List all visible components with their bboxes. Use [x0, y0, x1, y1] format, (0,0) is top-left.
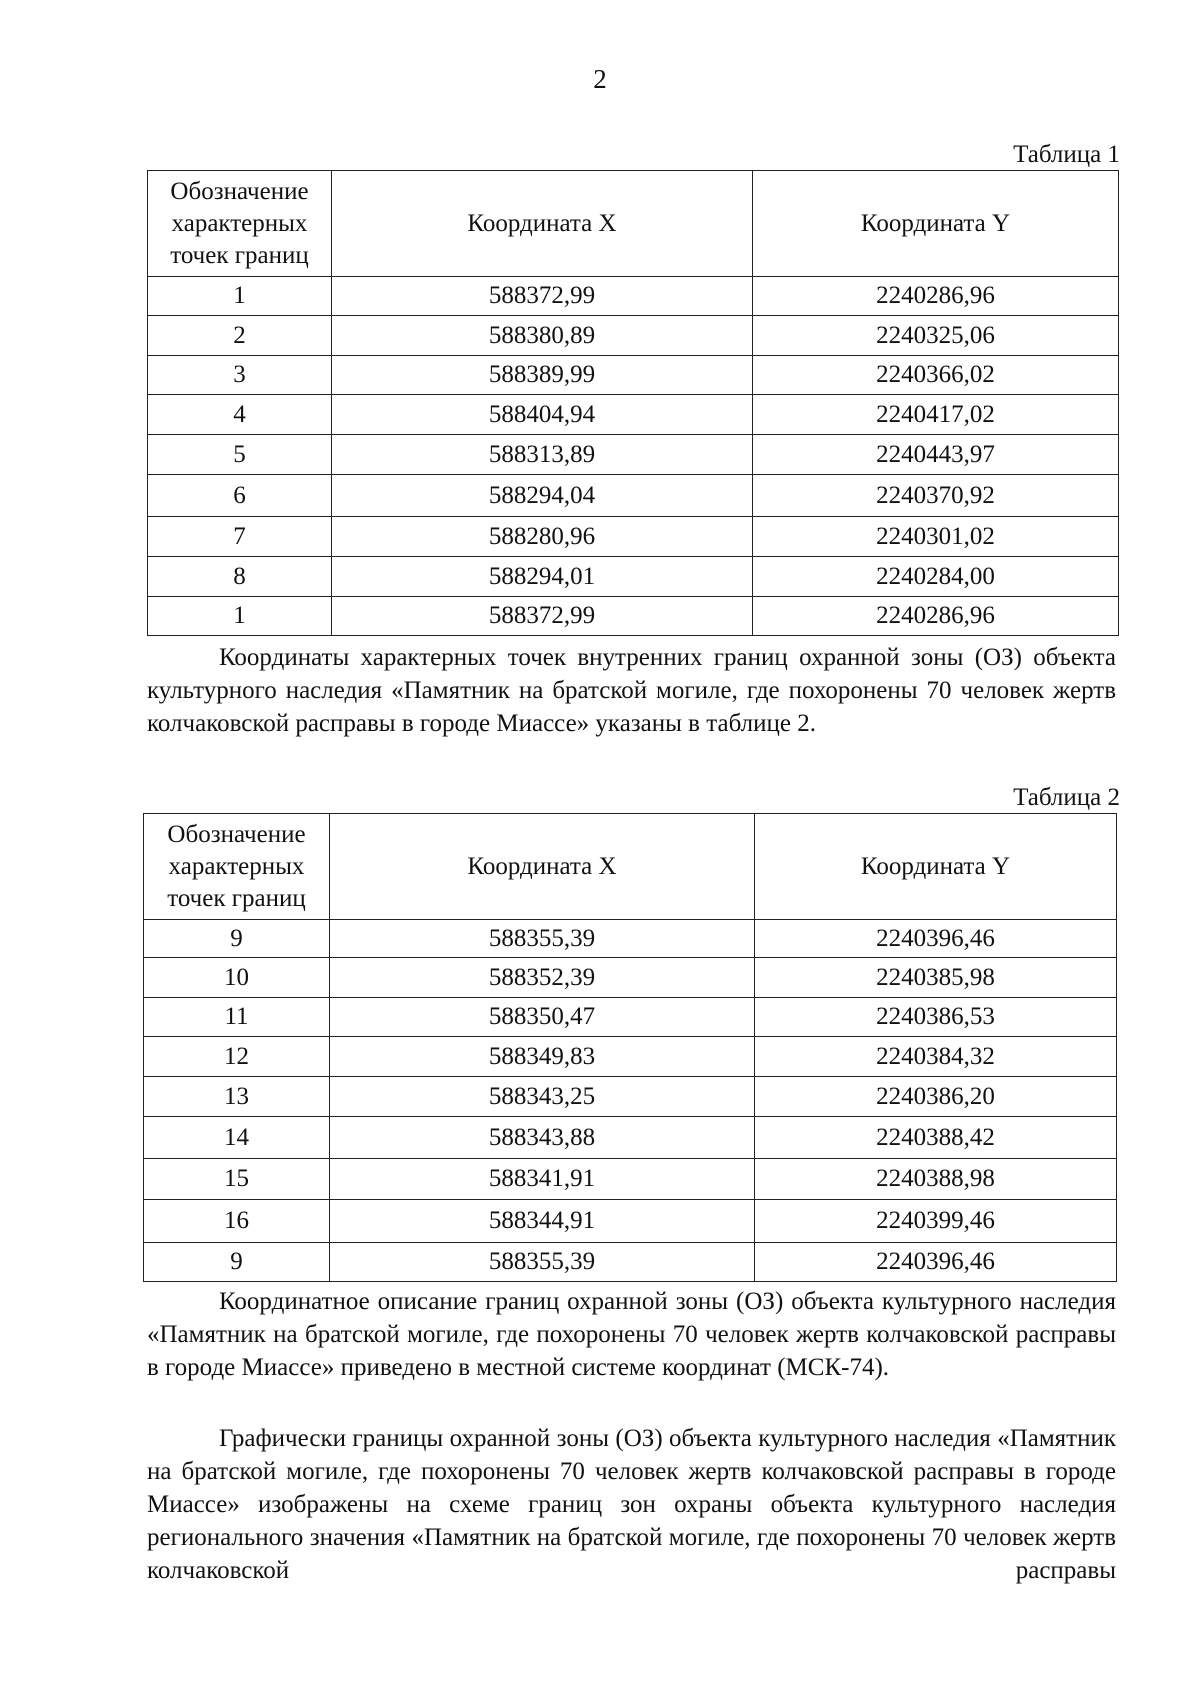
coordinate-x-cell: 588313,89 — [332, 435, 753, 475]
table-row — [144, 1200, 1117, 1243]
table-row — [148, 475, 1119, 517]
coordinate-y-cell: 2240284,00 — [753, 557, 1119, 597]
table2-header-row — [144, 814, 1117, 920]
point-number-cell: 13 — [144, 1077, 330, 1117]
table-row — [144, 920, 1117, 958]
table1-header-point: Обозначение характерных точек границ — [148, 171, 332, 277]
table-row — [144, 1243, 1117, 1282]
point-number-cell: 12 — [144, 1037, 330, 1077]
coordinate-y-cell: 2240396,46 — [755, 920, 1117, 958]
table1-header-x: Координата X — [332, 171, 753, 277]
point-number-cell: 15 — [144, 1159, 330, 1200]
coordinate-x-cell: 588280,96 — [332, 517, 753, 557]
table-row — [148, 597, 1119, 636]
coordinate-x-cell: 588343,88 — [330, 1117, 755, 1159]
coordinate-x-cell: 588352,39 — [330, 958, 755, 998]
coordinate-y-cell: 2240286,96 — [753, 277, 1119, 316]
point-number-cell: 4 — [148, 395, 332, 435]
table-row — [144, 1077, 1117, 1117]
table-row — [144, 1037, 1117, 1077]
coordinate-y-cell: 2240388,98 — [755, 1159, 1117, 1200]
table-row — [144, 1159, 1117, 1200]
coordinate-x-cell: 588343,25 — [330, 1077, 755, 1117]
coordinate-x-cell: 588294,01 — [332, 557, 753, 597]
table1-body — [148, 277, 1119, 636]
point-number-cell: 6 — [148, 475, 332, 517]
paragraph-1: Координаты характерных точек внутренних границ охранной зоны (ОЗ) объекта культурного наследия «Памятник на братской могиле, где похоронены 70 человек жертв колчаковской расправы в городе Миассе» указаны в таблице 2. — [147, 644, 1116, 737]
coordinate-x-cell: 588355,39 — [330, 920, 755, 958]
coordinate-y-cell: 2240386,53 — [755, 998, 1117, 1037]
coordinate-y-cell: 2240286,96 — [753, 597, 1119, 636]
coordinate-x-cell: 588350,47 — [330, 998, 755, 1037]
table2-header-y: Координата Y — [755, 814, 1117, 920]
coordinate-y-cell: 2240384,32 — [755, 1037, 1117, 1077]
point-number-cell: 14 — [144, 1117, 330, 1159]
point-number-cell: 9 — [144, 920, 330, 958]
table2-caption: Таблица 2 — [1013, 784, 1120, 811]
table1-header-y: Координата Y — [753, 171, 1119, 277]
coordinate-y-cell: 2240399,46 — [755, 1200, 1117, 1243]
coordinate-y-cell: 2240386,20 — [755, 1077, 1117, 1117]
coordinate-y-cell: 2240385,98 — [755, 958, 1117, 998]
coordinate-x-cell: 588389,99 — [332, 356, 753, 395]
table2 — [143, 813, 1117, 1282]
table2-header-point: Обозначение характерных точек границ — [144, 814, 330, 920]
coordinate-y-cell: 2240366,02 — [753, 356, 1119, 395]
table-row — [148, 277, 1119, 316]
point-number-cell: 11 — [144, 998, 330, 1037]
table-row — [144, 1117, 1117, 1159]
coordinate-x-cell: 588372,99 — [332, 277, 753, 316]
point-number-cell: 8 — [148, 557, 332, 597]
point-number-cell: 2 — [148, 316, 332, 356]
table-row — [148, 517, 1119, 557]
coordinate-x-cell: 588349,83 — [330, 1037, 755, 1077]
table-row — [148, 435, 1119, 475]
point-number-cell: 1 — [148, 597, 332, 636]
paragraph-2-block — [147, 1285, 1116, 1384]
coordinate-y-cell: 2240396,46 — [755, 1243, 1117, 1282]
table1-header-row — [148, 171, 1119, 277]
coordinate-y-cell: 2240443,97 — [753, 435, 1119, 475]
paragraph-3: Графически границы охранной зоны (ОЗ) объекта культурного наследия «Памятник на братской могиле, где похоронены 70 человек жертв колчаковской расправы в городе Миассе» изображены на схеме границ зон охраны объекта культурного наследия регионального значения «Памятник на братской могиле, где похоронены 70 человек жертв колчаковской расправы — [147, 1425, 1116, 1584]
page-number: 2 — [593, 64, 607, 94]
paragraph-1-block — [147, 641, 1116, 740]
coordinate-x-cell: 588404,94 — [332, 395, 753, 435]
coordinate-x-cell: 588344,91 — [330, 1200, 755, 1243]
point-number-cell: 5 — [148, 435, 332, 475]
coordinate-y-cell: 2240417,02 — [753, 395, 1119, 435]
table-row — [148, 557, 1119, 597]
coordinate-y-cell: 2240388,42 — [755, 1117, 1117, 1159]
paragraph-2: Координатное описание границ охранной зоны (ОЗ) объекта культурного наследия «Памятник на братской могиле, где похоронены 70 человек жертв колчаковской расправы в городе Миассе» приведено в местной системе координат (МСК-74). — [147, 1288, 1116, 1381]
coordinate-x-cell: 588372,99 — [332, 597, 753, 636]
table-row — [144, 998, 1117, 1037]
table-row — [144, 958, 1117, 998]
coordinate-y-cell: 2240301,02 — [753, 517, 1119, 557]
coordinate-y-cell: 2240370,92 — [753, 475, 1119, 517]
point-number-cell: 3 — [148, 356, 332, 395]
table1-caption: Таблица 1 — [1013, 141, 1120, 168]
point-number-cell: 9 — [144, 1243, 330, 1282]
point-number-cell: 1 — [148, 277, 332, 316]
point-number-cell: 7 — [148, 517, 332, 557]
coordinate-x-cell: 588380,89 — [332, 316, 753, 356]
table2-header-x: Координата X — [330, 814, 755, 920]
table1 — [147, 170, 1119, 636]
table-row — [148, 356, 1119, 395]
table2-body — [144, 920, 1117, 1282]
table-row — [148, 316, 1119, 356]
table-row — [148, 395, 1119, 435]
coordinate-y-cell: 2240325,06 — [753, 316, 1119, 356]
point-number-cell: 16 — [144, 1200, 330, 1243]
point-number-cell: 10 — [144, 958, 330, 998]
coordinate-x-cell: 588341,91 — [330, 1159, 755, 1200]
coordinate-x-cell: 588294,04 — [332, 475, 753, 517]
paragraph-3-block — [147, 1422, 1116, 1587]
coordinate-x-cell: 588355,39 — [330, 1243, 755, 1282]
